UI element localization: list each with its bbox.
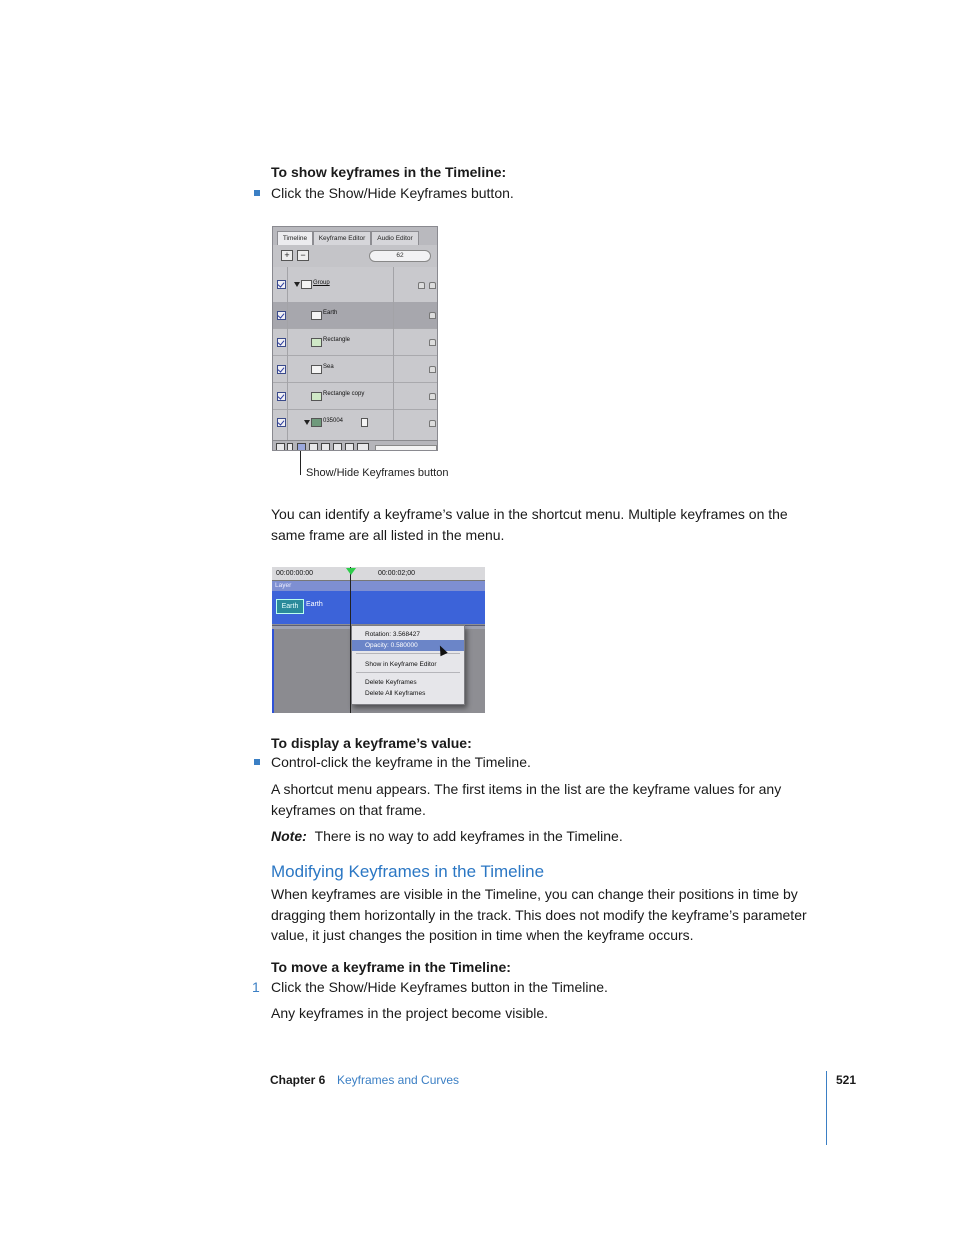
lock-icon[interactable]	[429, 366, 436, 373]
show-hide-keyframes-button[interactable]	[297, 443, 306, 451]
text-layer-icon	[311, 365, 322, 374]
disclosure-triangle-icon[interactable]	[304, 420, 310, 425]
menu-item-delete-keyframes[interactable]: Delete Keyframes	[365, 679, 417, 686]
timecode-mid: 00:00:02;00	[378, 570, 415, 577]
note-text: There is no way to add keyframes in the Timeline.	[314, 828, 623, 844]
keyframe-value-paragraph: You can identify a keyframe’s value in the shortcut menu. Multiple keyframes on the same frame are all listed in the menu.	[271, 506, 788, 543]
layer-checkbox[interactable]	[277, 311, 286, 320]
frame-slider[interactable]	[369, 250, 431, 262]
layer-checkbox[interactable]	[277, 280, 286, 289]
timeline-toolbar	[273, 245, 438, 268]
section-title: Modifying Keyframes in the Timeline	[271, 862, 545, 881]
timeline-tab-bar	[273, 227, 438, 246]
layer-row-earth[interactable]	[273, 302, 438, 329]
layer-row-group[interactable]	[273, 267, 438, 303]
show-keyframes-step: Click the Show/Hide Keyframes button.	[271, 185, 514, 201]
shape-layer-icon	[311, 392, 322, 401]
layer-row-rectangle[interactable]	[273, 329, 438, 356]
tab-audio-editor[interactable]: Audio Editor	[371, 231, 419, 245]
tab-timeline[interactable]: Timeline	[277, 231, 313, 245]
column-divider	[287, 267, 288, 441]
display-value-step: Control-click the keyframe in the Timeline.	[271, 754, 531, 770]
lower-track	[272, 629, 350, 713]
layer-name: Earth	[323, 310, 338, 316]
layer-header: Layer	[272, 581, 485, 591]
layer-checkbox[interactable]	[277, 418, 286, 427]
menu-separator	[356, 672, 460, 673]
step-result: Any keyframes in the project become visible.	[271, 1005, 549, 1021]
menu-item-delete-all-keyframes[interactable]: Delete All Keyframes	[365, 690, 426, 697]
group-icon	[301, 280, 312, 289]
layer-name: Group	[313, 280, 330, 286]
menu-item-opacity[interactable]: Opacity: 0.580000	[352, 640, 464, 651]
lock-icon[interactable]	[429, 339, 436, 346]
track-badge: Earth	[276, 599, 304, 614]
timeline-ruler	[272, 567, 485, 581]
note	[271, 826, 623, 847]
shortcut-menu	[351, 625, 465, 705]
menu-item-show-in-keyframe-editor[interactable]: Show in Keyframe Editor	[365, 661, 437, 668]
lock-icon[interactable]	[429, 420, 436, 427]
tab-keyframe-editor[interactable]: Keyframe Editor	[313, 231, 371, 245]
zoom-slider[interactable]	[375, 445, 437, 451]
move-keyframe-heading: To move a keyframe in the Timeline:	[271, 959, 511, 975]
lock-icon[interactable]	[429, 282, 436, 289]
figure-callout: Show/Hide Keyframes button	[306, 467, 449, 479]
menu-item-rotation[interactable]: Rotation: 3.568427	[365, 631, 420, 638]
lock-icon[interactable]	[429, 312, 436, 319]
layer-name: Sea	[323, 364, 334, 370]
layers-icon	[418, 282, 425, 289]
layer-row-rectangle-copy[interactable]	[273, 383, 438, 410]
note-label: Note:	[271, 828, 307, 844]
track-label: Earth	[306, 601, 323, 608]
layer-name: Rectangle	[323, 337, 351, 343]
remove-layer-button[interactable]: −	[297, 250, 309, 261]
callout-line	[300, 451, 301, 475]
frame-value: 62	[396, 252, 404, 259]
text-layer-icon	[311, 311, 322, 320]
zoom-icon[interactable]	[357, 443, 369, 451]
bullet-marker	[254, 190, 260, 196]
mask-icon[interactable]	[309, 443, 318, 451]
image-layer-icon	[311, 418, 322, 427]
display-value-heading: To display a keyframe’s value:	[271, 735, 472, 751]
timeline-layers-screenshot	[272, 226, 438, 451]
layer-name: 035004	[323, 418, 344, 424]
keyframe-shortcut-menu-screenshot	[272, 567, 485, 713]
timeline-bottom-bar	[273, 440, 438, 451]
layer-checkbox[interactable]	[277, 365, 286, 374]
bullet-marker	[254, 759, 260, 765]
filter-icon	[361, 418, 368, 427]
add-layer-button[interactable]: +	[281, 250, 293, 261]
lock-icon[interactable]	[429, 393, 436, 400]
timecode-start: 00:00:00:00	[276, 570, 313, 577]
behavior-icon[interactable]	[321, 443, 330, 451]
layer-name: Rectangle copy	[323, 391, 365, 397]
shortcut-menu-paragraph: A shortcut menu appears. The first items in the list are the keyframe values for any keyframes on that frame.	[271, 781, 782, 818]
disclosure-triangle-icon[interactable]	[294, 282, 300, 287]
filter-toggle-icon[interactable]	[333, 443, 342, 451]
footer-chapter: Chapter 6	[270, 1073, 326, 1087]
audio-icon[interactable]	[287, 443, 293, 451]
playhead-icon[interactable]	[346, 568, 356, 575]
shape-layer-icon	[311, 338, 322, 347]
footer-chapter-title[interactable]: Keyframes and Curves	[337, 1073, 460, 1087]
show-keyframes-heading: To show keyframes in the Timeline:	[271, 164, 507, 180]
step-text: Click the Show/Hide Keyframes button in the Timeline.	[271, 979, 608, 995]
clip-icon[interactable]	[345, 443, 354, 451]
footer-rule	[826, 1071, 827, 1145]
step-number: 1	[252, 979, 260, 995]
layer-checkbox[interactable]	[277, 392, 286, 401]
page-number: 521	[836, 1073, 857, 1087]
layer-row-sea[interactable]	[273, 356, 438, 383]
layer-checkbox[interactable]	[277, 338, 286, 347]
layer-row-035004[interactable]	[273, 410, 438, 441]
column-divider	[393, 267, 394, 441]
modifying-paragraph: When keyframes are visible in the Timeline, you can change their positions in time by dragging them horizontally in the track. This does not modify the keyframe’s parameter value, it just changes the position in time when the keyframe occurs.	[271, 886, 807, 943]
view-toggle-icon[interactable]	[276, 443, 285, 451]
earth-track[interactable]	[272, 591, 485, 624]
